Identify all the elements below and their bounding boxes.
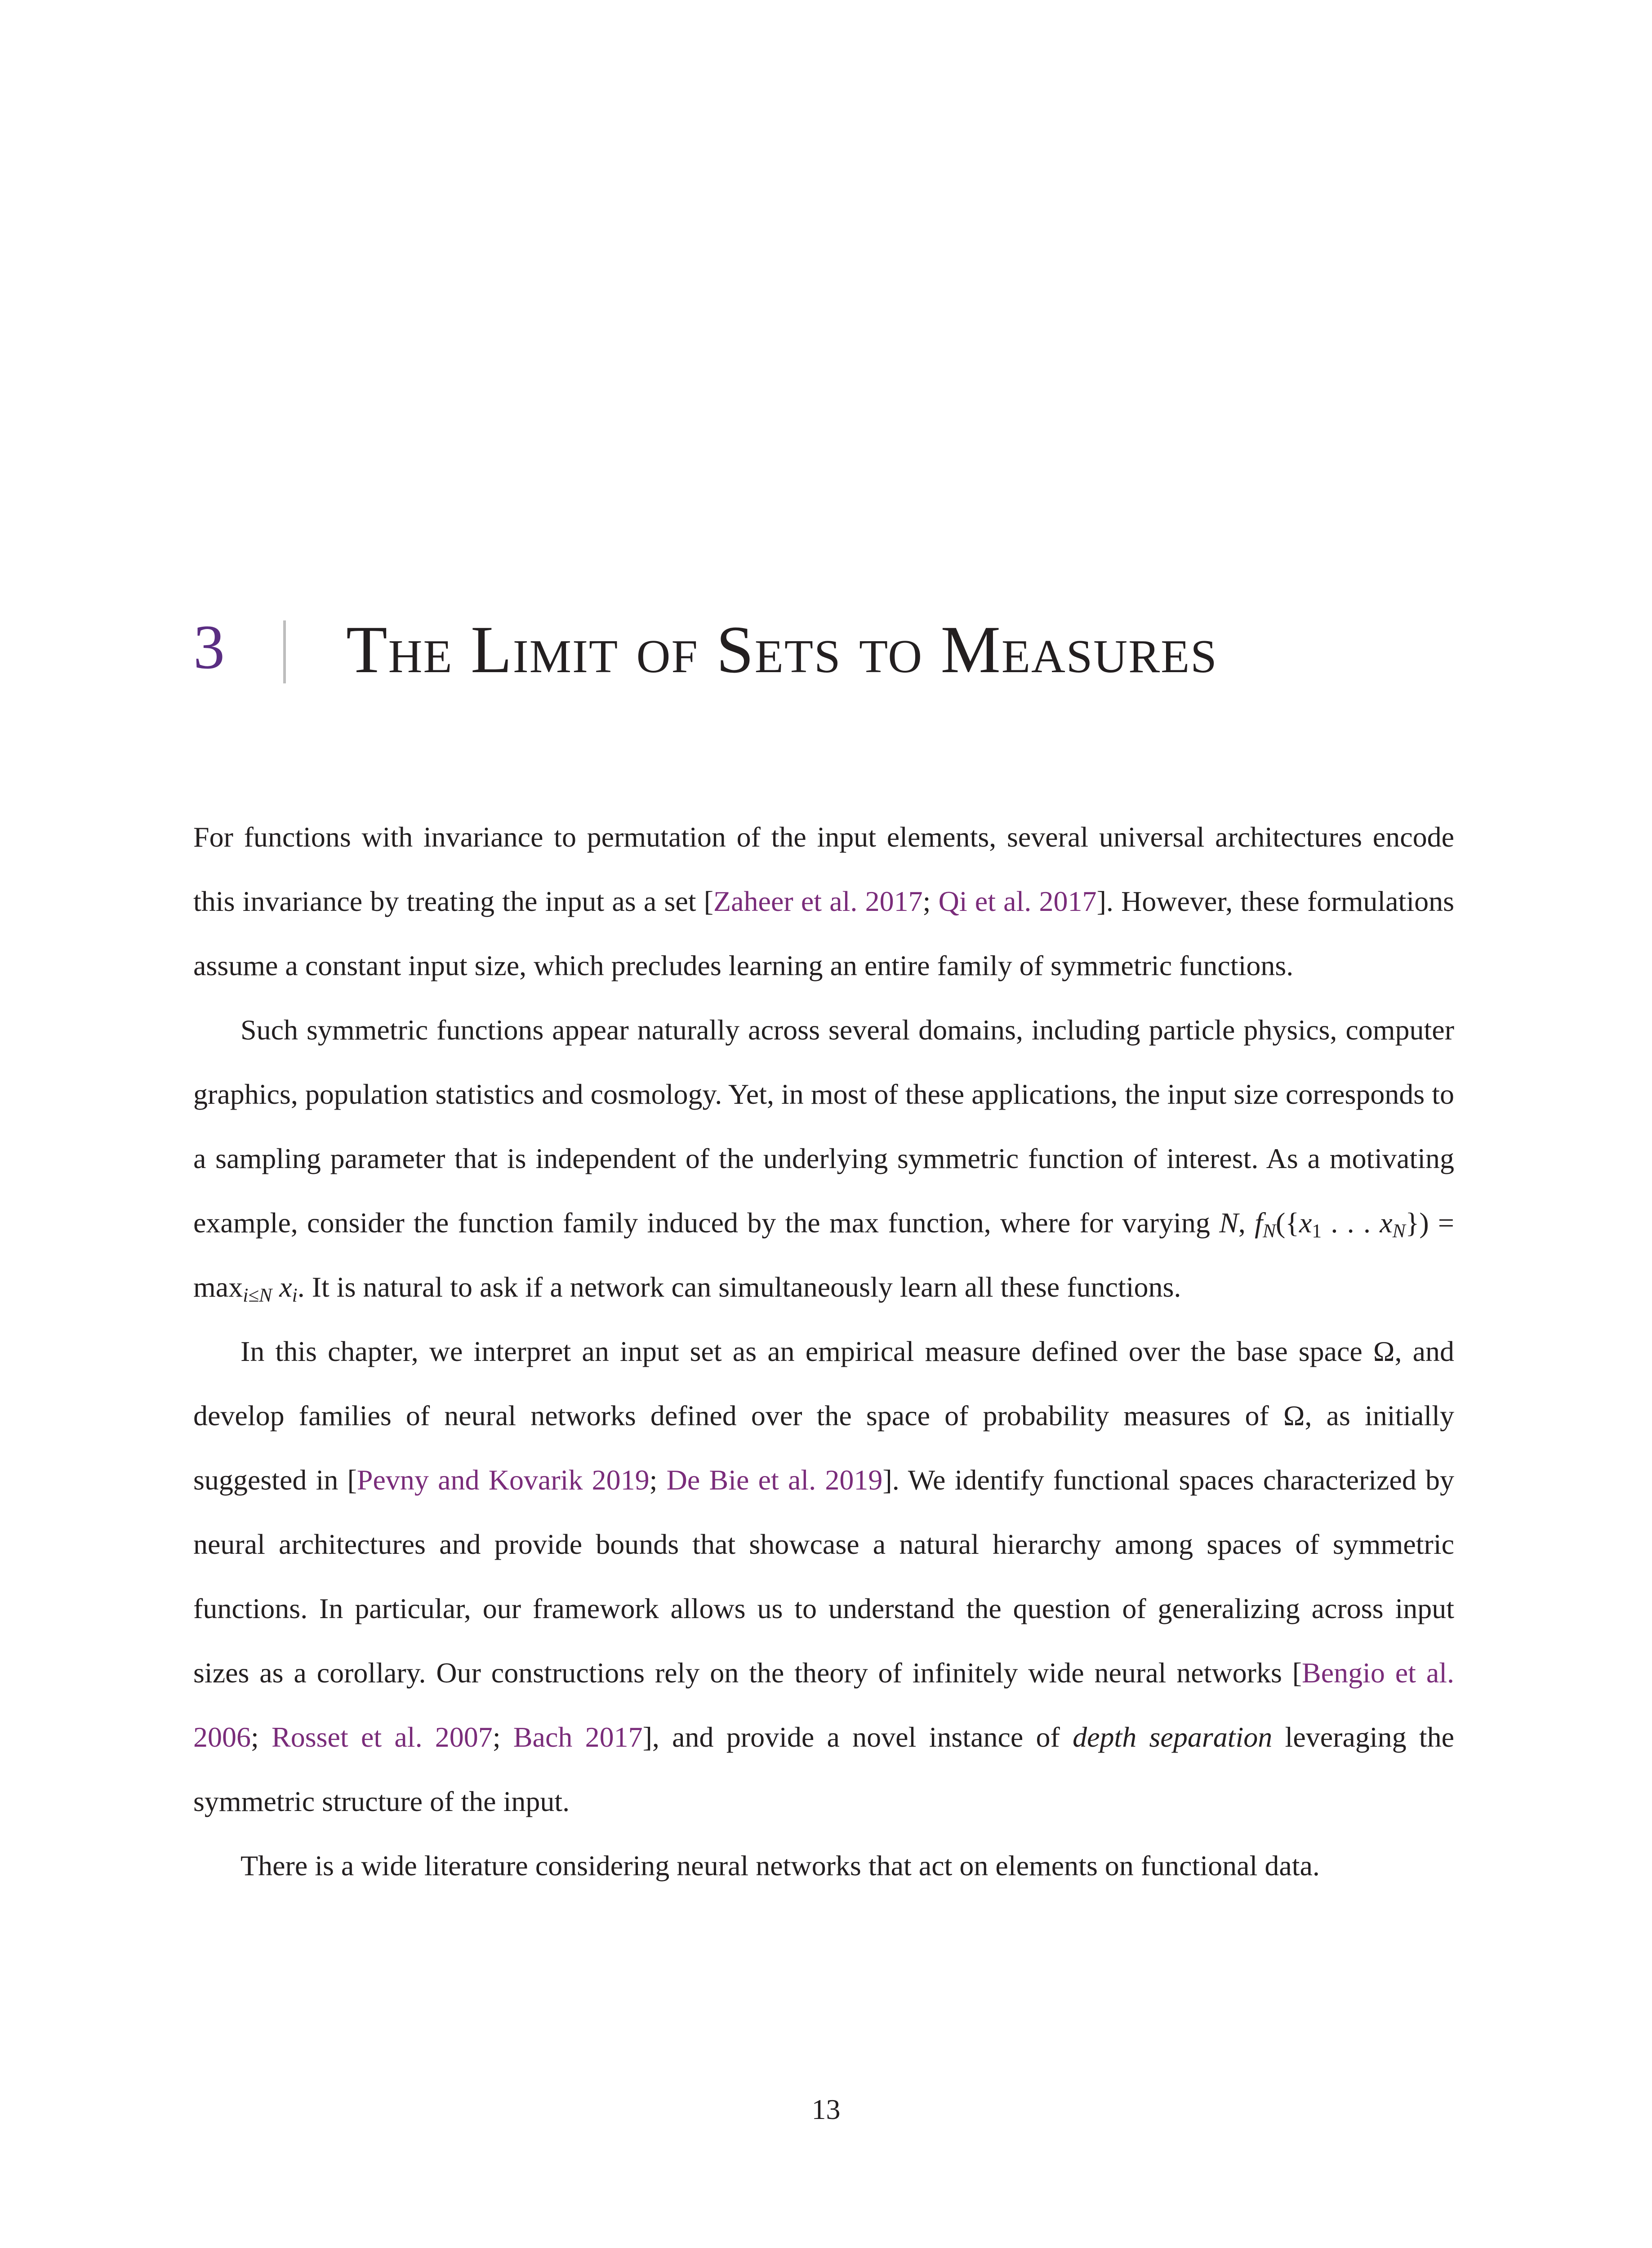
text-run: There is a wide literature considering neural networks that act on elements on functional data.	[240, 1850, 1320, 1882]
math-variable: x	[1299, 1207, 1312, 1239]
citation-link[interactable]: Zaheer et al. 2017	[713, 885, 923, 917]
math-symbol: . . .	[1322, 1207, 1380, 1239]
text-run: In this chapter, we interpret an input set as an empirical measure defined over the base space Ω, and develop families of neural networks defined over the space of probability measures of Ω, as initially suggested in [	[193, 1335, 1454, 1496]
text-run	[272, 1271, 279, 1303]
text-run: ]. We identify functional spaces characterized by neural architectures and provide bounds that showcase a natural hierarchy among spaces of symmetric functions. In particular, our framework allows us to understand the question of generalizing across input sizes as a corollary. Our constructions rely on the theory of infinitely wide neural networks [	[193, 1464, 1455, 1689]
math-symbol: }) = max	[193, 1207, 1455, 1303]
text-run: ;	[492, 1721, 513, 1753]
text-run: . It is natural to ask if a network can simultaneously learn all these functions.	[297, 1271, 1181, 1303]
chapter-number: 3	[193, 612, 225, 682]
page-number: 13	[811, 2093, 841, 2125]
citation-link[interactable]: Qi et al. 2017	[938, 885, 1097, 917]
paragraph-2	[193, 998, 1454, 1319]
text-run: ;	[251, 1721, 272, 1753]
citation-link[interactable]: Bach 2017	[513, 1721, 643, 1753]
math-subscript: i	[292, 1284, 298, 1306]
math-function: f	[1255, 1207, 1263, 1239]
citation-link[interactable]: Bengio et al. 2006	[193, 1657, 1455, 1753]
paragraph-4	[193, 1833, 1454, 1898]
math-subscript: N	[1262, 1220, 1276, 1242]
emphasis: depth separation	[1073, 1721, 1273, 1753]
math-subscript: i≤N	[243, 1284, 272, 1306]
text-run: ,	[1238, 1207, 1255, 1239]
chapter-heading	[193, 598, 1452, 715]
math-subscript: N	[1392, 1220, 1406, 1242]
math-variable: x	[1380, 1207, 1393, 1239]
text-run: ]. However, these formulations assume a constant input size, which precludes learning an entire family of symmetric functions.	[193, 885, 1455, 981]
text-run: ], and provide a novel instance of	[642, 1721, 1073, 1753]
text-run: For functions with invariance to permutation of the input elements, several universal architectures encode this invariance by treating the input as a set [	[193, 821, 1454, 917]
paragraph-3	[193, 1319, 1454, 1833]
math-variable: N	[1219, 1207, 1238, 1239]
chapter-divider	[283, 620, 286, 683]
text-run: leveraging the symmetric structure of the input.	[193, 1721, 1455, 1817]
text-run: Such symmetric functions appear naturally across several domains, including particle physics, computer graphics, population statistics and cosmology. Yet, in most of these applications, the input size corresponds to a sampling parameter that is independent of the underlying symmetric function of interest. As a motivating example, consider the function family induced by the max function, where for varying	[193, 1014, 1454, 1239]
citation-link[interactable]: Rosset et al. 2007	[272, 1721, 493, 1753]
paragraph-1	[193, 805, 1454, 998]
math-subscript: 1	[1312, 1220, 1322, 1242]
chapter-title: The Limit of Sets to Measures	[346, 612, 1218, 687]
chapter-body	[193, 805, 1454, 1898]
math-symbol: ({	[1275, 1207, 1299, 1239]
text-run: ;	[922, 885, 939, 917]
math-variable: x	[279, 1271, 292, 1303]
citation-link[interactable]: Pevny and Kovarik 2019	[356, 1464, 650, 1496]
text-run: ;	[649, 1464, 667, 1496]
citation-link[interactable]: De Bie et al. 2019	[666, 1464, 883, 1496]
